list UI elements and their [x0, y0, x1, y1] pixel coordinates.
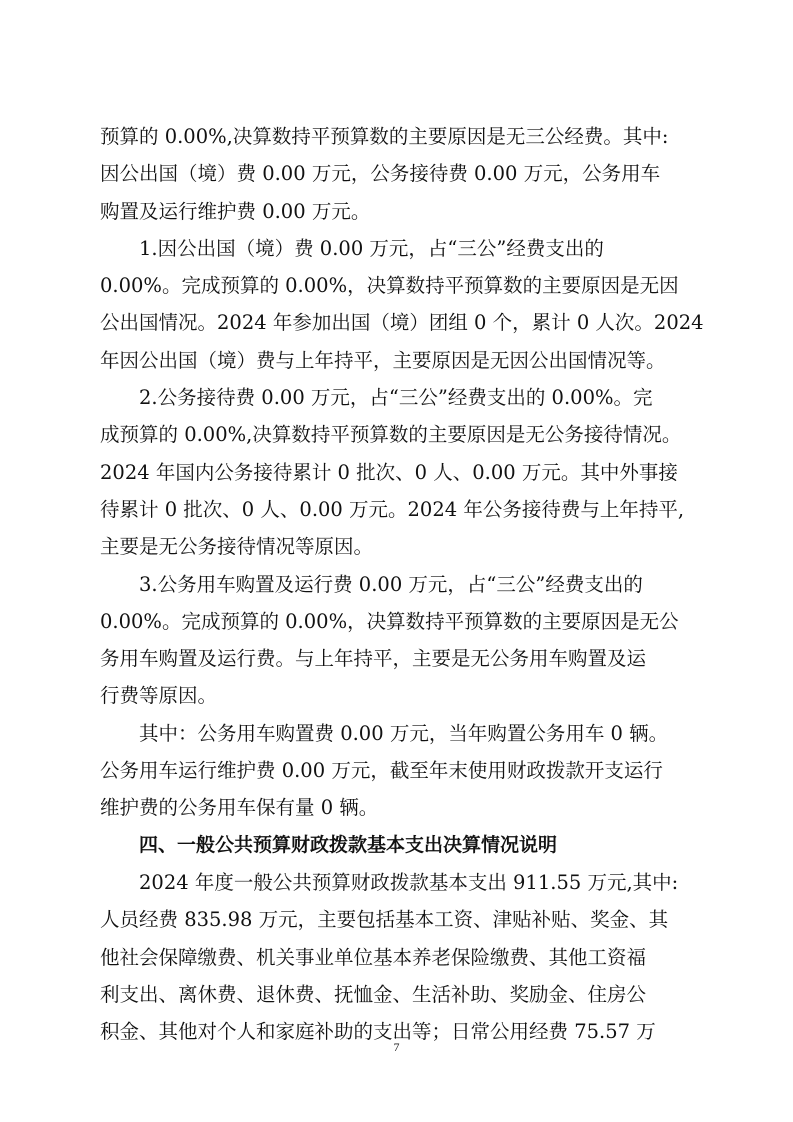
text-line: 积金、其他对个人和家庭补助的支出等；日常公用经费 75.57 万: [100, 1020, 656, 1044]
section-heading: 四、一般公共预算财政拨款基本支出决算情况说明: [139, 833, 558, 856]
text-line: 利支出、离休费、退休费、抚恤金、生活补助、奖励金、住房公: [100, 982, 647, 1006]
text-line: 0.00%。完成预算的 0.00%，决算数持平预算数的主要原因是无公: [100, 609, 679, 633]
text-line: 待累计 0 批次、0 人、0.00 万元。2024 年公务接待费与上年持平,: [100, 497, 685, 521]
text-line: 其中：公务用车购置费 0.00 万元，当年购置公务用车 0 辆。: [139, 721, 669, 745]
text-line: 他社会保障缴费、机关事业单位基本养老保险缴费、其他工资福: [100, 945, 647, 969]
text-line: 2024 年国内公务接待累计 0 批次、0 人、0.00 万元。其中外事接: [100, 460, 678, 484]
text-line: 2.公务接待费 0.00 万元，占“三公”经费支出的 0.00%。完: [139, 386, 653, 410]
text-line: 1.因公出国（境）费 0.00 万元，占“三公”经费支出的: [139, 236, 604, 260]
text-line: 2024 年度一般公共预算财政拨款基本支出 911.55 万元,其中:: [139, 870, 679, 894]
text-line: 公出国情况。2024 年参加出国（境）团组 0 个，累计 0 人次。2024: [100, 311, 704, 335]
text-line: 年因公出国（境）费与上年持平，主要原因是无因公出国情况等。: [100, 348, 666, 372]
text-line: 成预算的 0.00%,决算数持平预算数的主要原因是无公务接待情况。: [100, 423, 682, 447]
text-line: 务用车购置及运行费。与上年持平，主要是无公务用车购置及运: [100, 647, 647, 671]
text-line: 人员经费 835.98 万元，主要包括基本工资、津贴补贴、奖金、其: [100, 908, 669, 932]
body-text: [100, 118, 710, 1050]
text-line: 预算的 0.00%,决算数持平预算数的主要原因是无三公经费。其中:: [100, 125, 669, 148]
text-line: 主要是无公务接待情况等原因。: [100, 535, 374, 559]
text-line: 行费等原因。: [100, 684, 218, 708]
text-line: 公务用车运行维护费 0.00 万元，截至年末使用财政拨款开支运行: [100, 759, 663, 783]
page-number: 7: [393, 1040, 400, 1054]
text-line: 维护费的公务用车保有量 0 辆。: [100, 796, 379, 820]
text-line: 0.00%。完成预算的 0.00%，决算数持平预算数的主要原因是无因: [100, 274, 679, 298]
text-line: 因公出国（境）费 0.00 万元，公务接待费 0.00 万元，公务用车: [100, 162, 661, 186]
text-line: 3.公务用车购置及运行费 0.00 万元，占“三公”经费支出的: [139, 572, 643, 596]
text-line: 购置及运行维护费 0.00 万元。: [100, 199, 371, 223]
